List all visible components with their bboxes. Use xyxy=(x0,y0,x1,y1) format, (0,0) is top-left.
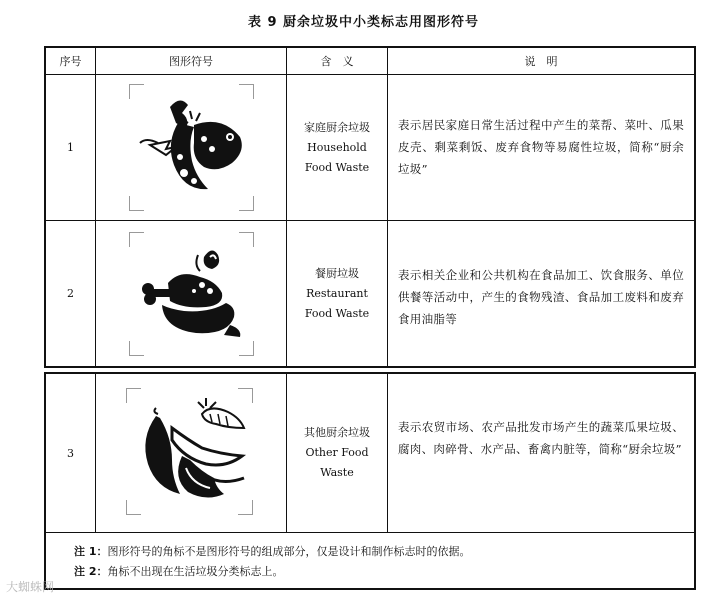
row-1-symbol-cell xyxy=(96,75,286,220)
row-2-meaning-cn: 餐厨垃圾 xyxy=(315,266,359,280)
symbol-table-upper xyxy=(44,46,696,368)
other-food-waste-icon xyxy=(132,398,256,508)
row-2-description: 表示相关企业和公共机构在食品加工、饮食服务、单位供餐等活动中，产生的食物残渣、食品加工废料和废弃食用油脂等 xyxy=(398,268,684,326)
restaurant-food-waste-icon xyxy=(140,243,244,343)
row-2-meaning xyxy=(287,221,387,366)
table-title: 表 9 厨余垃圾中小类标志用图形符号 xyxy=(247,15,480,30)
header-symbol: 图形符号 xyxy=(169,55,213,68)
row-1-meaning-cn: 家庭厨余垃圾 xyxy=(304,120,370,134)
row-3-meaning-en-line2: Waste xyxy=(320,466,354,479)
row-2-number: 2 xyxy=(67,287,74,300)
row-1-meaning-en-line1: Household xyxy=(307,140,367,154)
row-2-symbol-cell xyxy=(96,221,286,366)
note-1 xyxy=(74,542,470,562)
note-1-label: 注 1： xyxy=(74,545,108,558)
header-description: 说 明 xyxy=(524,55,558,68)
row-1-meaning-en-line2: Food Waste xyxy=(304,160,370,174)
note-2-text: 角标不出现在生活垃圾分类标志上。 xyxy=(107,565,284,578)
note-1-text: 图形符号的角标不是图形符号的组成部分，仅是设计和制作标志时的依据。 xyxy=(107,545,471,558)
row-2-meaning-en-line2: Food Waste xyxy=(304,306,370,320)
row-3-symbol-cell xyxy=(96,374,286,532)
table-notes xyxy=(74,542,470,582)
row-3-meaning-cn: 其他厨余垃圾 xyxy=(304,426,370,439)
watermark: 大蜘蛛网 xyxy=(6,580,55,594)
header-meaning: 含 义 xyxy=(320,55,354,68)
note-2 xyxy=(74,562,470,582)
row-1-number: 1 xyxy=(67,141,74,154)
row-3-meaning xyxy=(287,374,387,532)
header-no: 序号 xyxy=(59,55,82,68)
row-3-description: 表示农贸市场、农产品批发市场产生的蔬菜瓜果垃圾、腐肉、肉碎骨、水产品、畜禽内脏等，简称“厨余垃圾” xyxy=(398,420,684,456)
row-3-meaning-en-line1: Other Food xyxy=(305,446,369,459)
note-2-label: 注 2： xyxy=(74,565,108,578)
symbol-table-lower xyxy=(44,372,696,590)
household-food-waste-icon xyxy=(136,93,248,201)
row-1-meaning xyxy=(287,75,387,220)
row-2-meaning-en-line1: Restaurant xyxy=(306,286,368,300)
row-1-description: 表示居民家庭日常生活过程中产生的菜帮、菜叶、瓜果皮壳、剩菜剩饭、废弃食物等易腐性垃圾，简称“厨余垃圾” xyxy=(398,118,684,176)
row-3-number: 3 xyxy=(67,446,74,460)
